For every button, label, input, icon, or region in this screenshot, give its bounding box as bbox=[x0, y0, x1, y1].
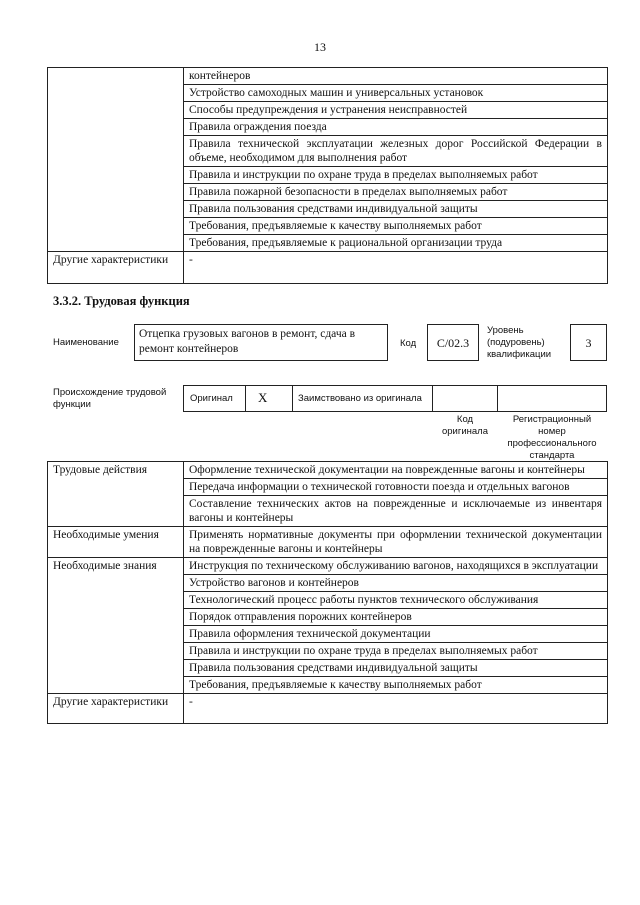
required-knowledge-label: Необходимые знания bbox=[48, 558, 184, 694]
function-name-box: Отцепка грузовых вагонов в ремонт, сдача в ремонт контейнеров bbox=[134, 324, 388, 361]
table-row: Устройство самоходных машин и универсальных установок bbox=[184, 85, 608, 102]
table-row: Порядок отправления порожних контейнеров bbox=[184, 609, 608, 626]
other-characteristics-value: - bbox=[184, 694, 608, 724]
code-original-caption: Код оригинала bbox=[441, 414, 488, 437]
level-value-box: 3 bbox=[570, 324, 607, 361]
labor-actions-label: Трудовые действия bbox=[48, 462, 184, 527]
table-row: Требования, предъявляемые к рациональной организации труда bbox=[184, 235, 608, 252]
table-row: Применять нормативные документы при оформлении технической документации на поврежденные вагоны и контейнеры bbox=[184, 527, 608, 558]
table-row: Правила и инструкции по охране труда в пределах выполняемых работ bbox=[184, 643, 608, 660]
table-row: Передача информации о технической готовности поезда и отдельных вагонов bbox=[184, 479, 608, 496]
other-characteristics-label: Другие характеристики bbox=[48, 694, 184, 724]
function-code-box: С/02.3 bbox=[427, 324, 479, 361]
table-row: Правила ограждения поезда bbox=[184, 119, 608, 136]
table-row: контейнеров bbox=[184, 68, 608, 85]
original-mark: X bbox=[258, 390, 268, 405]
function-details-table bbox=[47, 461, 608, 724]
original-label: Оригинал bbox=[190, 393, 233, 404]
top-requirements-table bbox=[47, 67, 608, 284]
origin-label: Происхождение трудовой функции bbox=[53, 387, 167, 410]
table-row: Инструкция по техническому обслуживанию вагонов, находящихся в эксплуатации bbox=[184, 558, 608, 575]
table-row: Правила оформления технической документации bbox=[184, 626, 608, 643]
table-row: Правила пользования средствами индивидуальной защиты bbox=[184, 660, 608, 677]
table-row: Способы предупреждения и устранения неисправностей bbox=[184, 102, 608, 119]
required-skills-label: Необходимые умения bbox=[48, 527, 184, 558]
table-row: Оформление технической документации на поврежденные вагоны и контейнеры bbox=[184, 462, 608, 479]
borrowed-label: Заимствовано из оригинала bbox=[298, 393, 422, 404]
name-label: Наименование bbox=[53, 337, 119, 348]
table-row: Составление технических актов на поврежденные и исключаемые из инвентаря вагоны и контейнеры bbox=[184, 496, 608, 527]
origin-divider bbox=[432, 385, 433, 412]
origin-divider bbox=[245, 385, 246, 412]
table-row: Правила пожарной безопасности в пределах выполняемых работ bbox=[184, 184, 608, 201]
top-table-label-cell bbox=[48, 68, 184, 252]
table-row: Правила пользования средствами индивидуальной защиты bbox=[184, 201, 608, 218]
table-row: Правила технической эксплуатации железных дорог Российской Федерации в объеме, необходимом для выполнения работ bbox=[184, 136, 608, 167]
other-characteristics-label: Другие характеристики bbox=[48, 252, 184, 284]
code-label: Код bbox=[400, 338, 417, 349]
other-characteristics-value: - bbox=[184, 252, 608, 284]
origin-divider bbox=[292, 385, 293, 412]
section-title: 3.3.2. Трудовая функция bbox=[53, 294, 190, 308]
table-row: Устройство вагонов и контейнеров bbox=[184, 575, 608, 592]
table-row: Правила и инструкции по охране труда в пределах выполняемых работ bbox=[184, 167, 608, 184]
table-row: Технологический процесс работы пунктов технического обслуживания bbox=[184, 592, 608, 609]
registration-number-caption: Регистрационный номер профессионального стандарта bbox=[507, 414, 597, 461]
table-row: Требования, предъявляемые к качеству выполняемых работ bbox=[184, 677, 608, 694]
table-row: Требования, предъявляемые к качеству выполняемых работ bbox=[184, 218, 608, 235]
level-label: Уровень (подуровень) квалификации bbox=[487, 325, 552, 360]
origin-divider bbox=[497, 385, 498, 412]
page-number: 13 bbox=[314, 40, 326, 54]
